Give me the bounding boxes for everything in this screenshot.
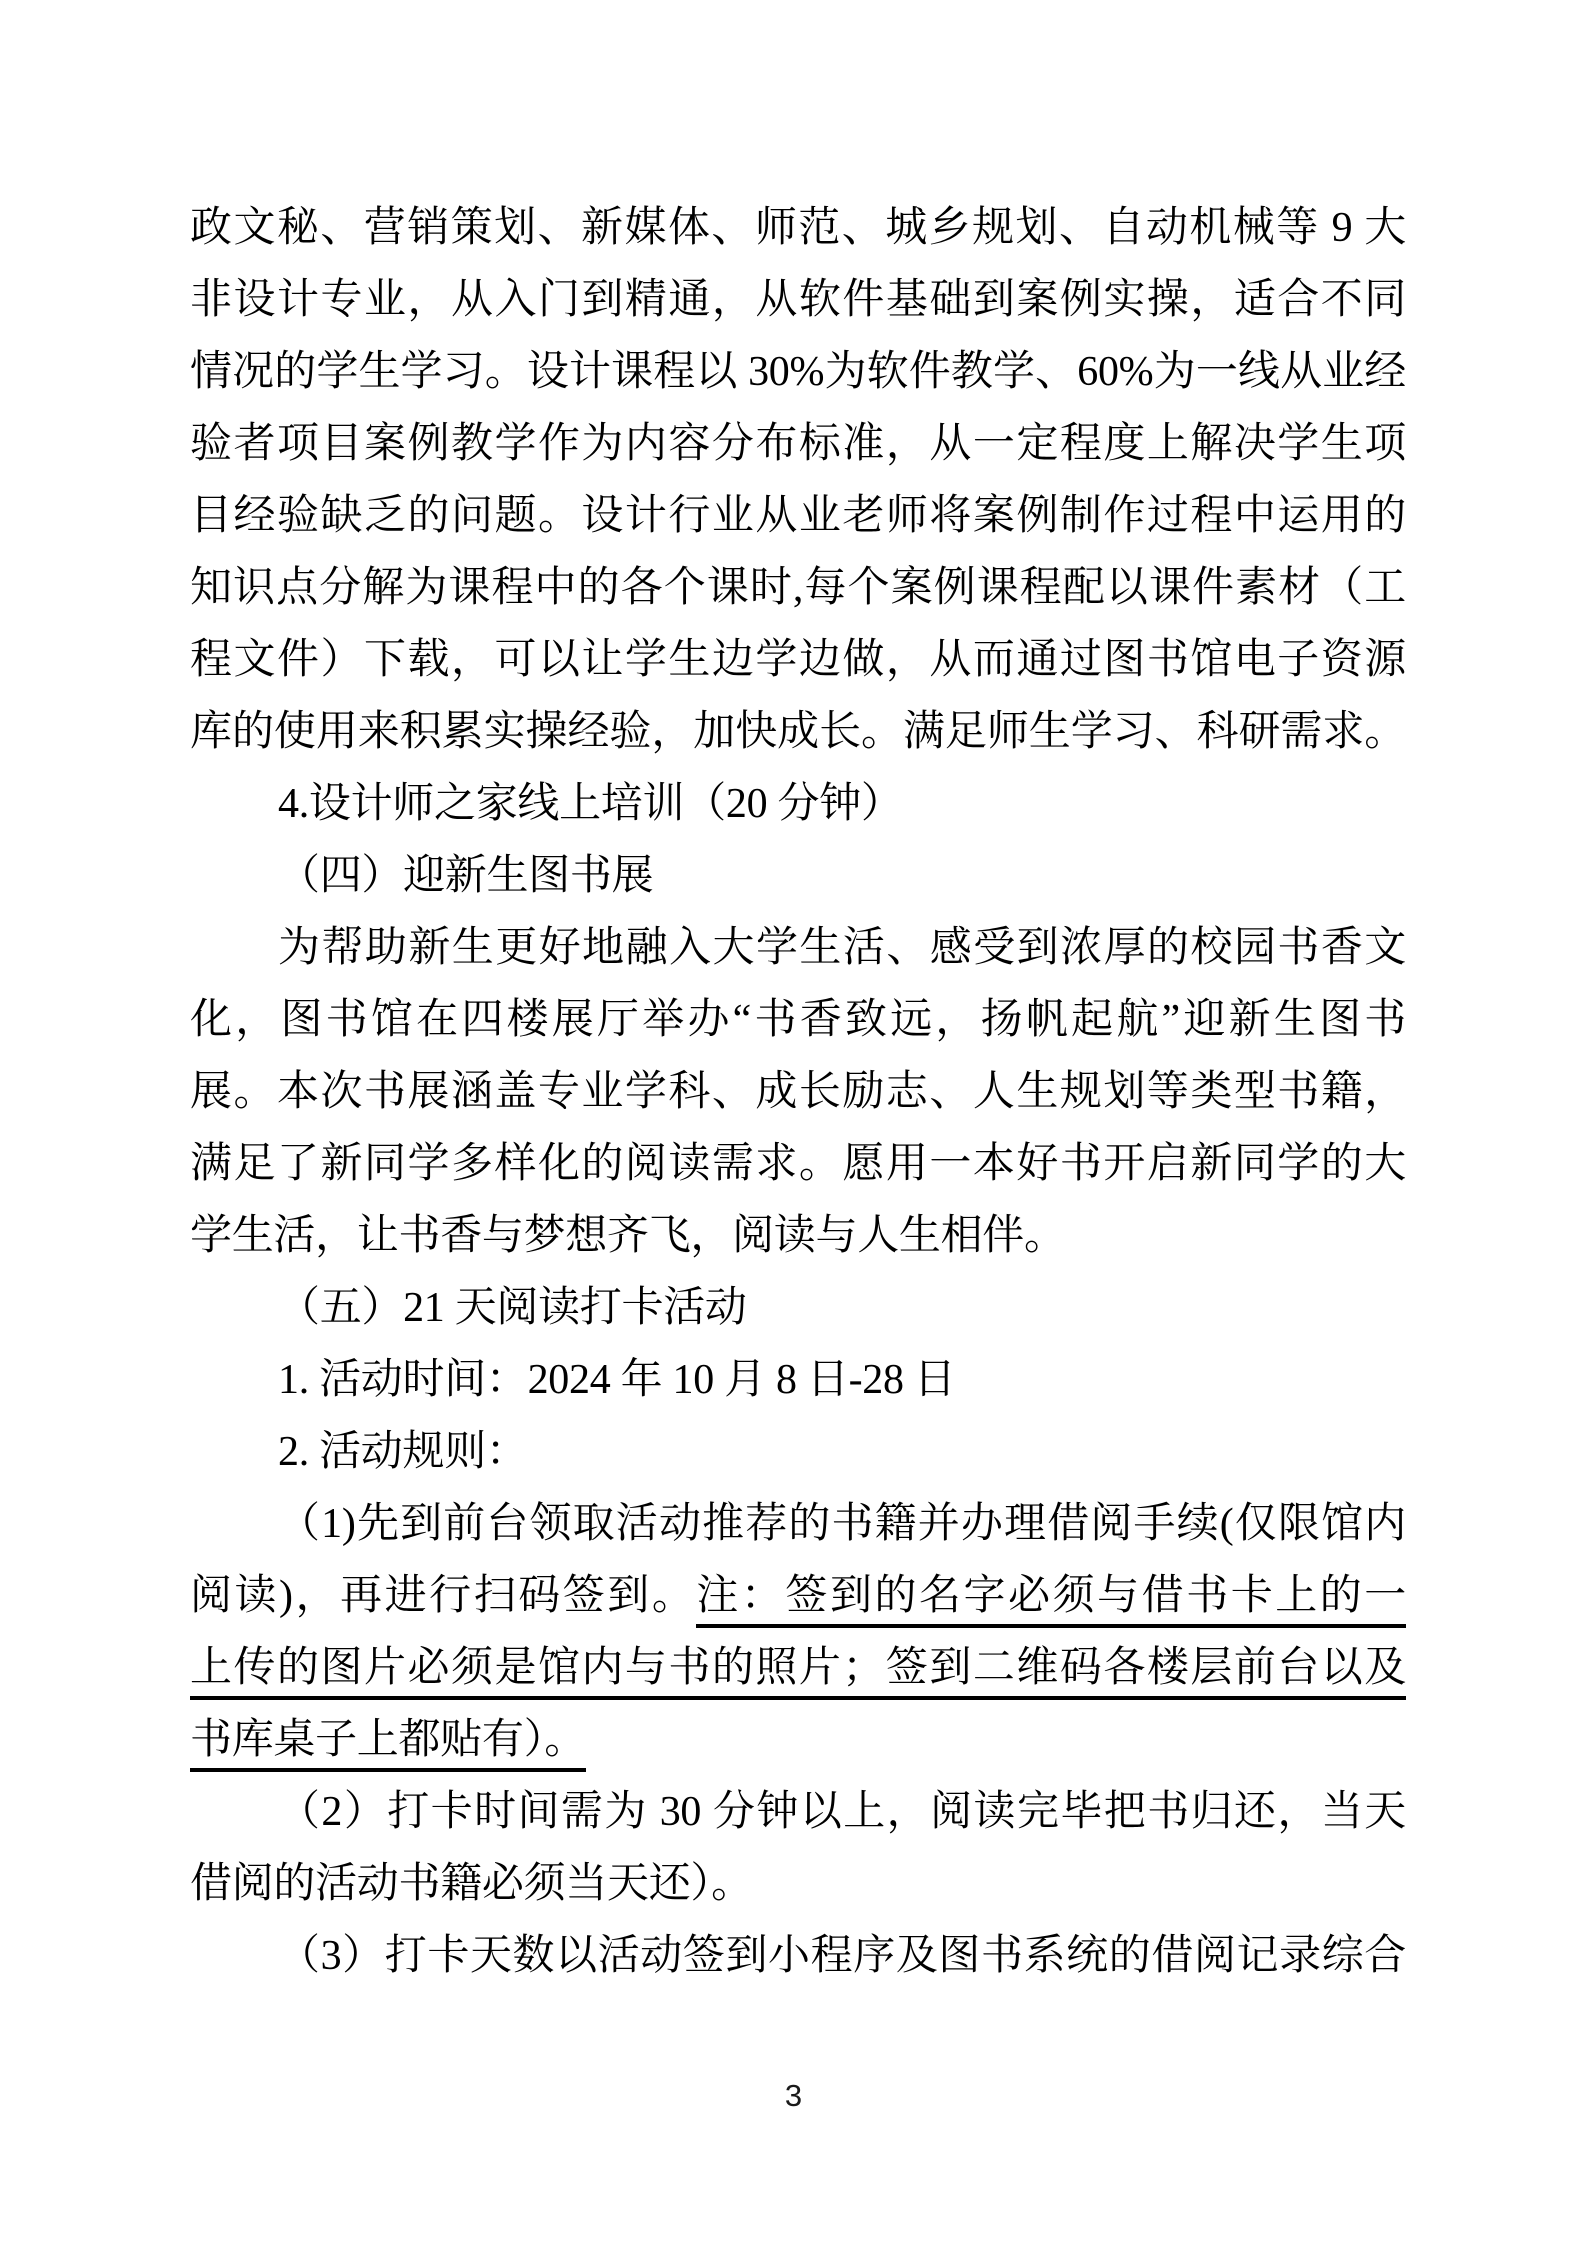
text-segment: （2）打卡时间需为 30 分钟以上，阅读完毕把书归还，当天 — [278, 1789, 1406, 1835]
text-segment: 知识点分解为课程中的各个课时,每个案例课程配以课件素材（工 — [190, 565, 1406, 611]
text-line — [190, 1200, 1406, 1272]
text-line — [190, 480, 1406, 552]
text-segment: （五）21 天阅读打卡活动 — [278, 1285, 747, 1331]
text-line — [190, 984, 1406, 1056]
text-segment: 2. 活动规则： — [278, 1429, 528, 1475]
text-line — [190, 264, 1406, 336]
text-segment: 阅读)，再进行扫码签到。 — [190, 1573, 697, 1619]
text-line — [190, 336, 1406, 408]
text-segment: 非设计专业，从入门到精通，从软件基础到案例实操，适合不同 — [190, 277, 1406, 323]
text-segment: 政文秘、营销策划、新媒体、师范、城乡规划、自动机械等 9 大 — [190, 205, 1406, 251]
text-line — [190, 696, 1406, 768]
text-line — [190, 1920, 1406, 1992]
text-segment: 学生活，让书香与梦想齐飞，阅读与人生相伴。 — [190, 1213, 1066, 1259]
text-line — [190, 768, 1406, 840]
text-line — [190, 408, 1406, 480]
text-segment: （四）迎新生图书展 — [278, 853, 654, 899]
text-line — [190, 192, 1406, 264]
text-line — [190, 624, 1406, 696]
text-segment: 验者项目案例教学作为内容分布标准，从一定程度上解决学生项 — [190, 421, 1406, 467]
text-segment: 目经验缺乏的问题。设计行业从业老师将案例制作过程中运用的 — [190, 493, 1406, 539]
text-line — [190, 1776, 1406, 1848]
underlined-text: 注：签到的名字必须与借书卡上的一 — [190, 1573, 1406, 1632]
text-line — [190, 1632, 1406, 1704]
text-line — [190, 1560, 1406, 1632]
text-line — [190, 1344, 1406, 1416]
text-line — [190, 1056, 1406, 1128]
text-segment: 化，图书馆在四楼展厅举办“书香致远，扬帆起航”迎新生图书 — [190, 997, 1406, 1043]
text-segment: 库的使用来积累实操经验，加快成长。满足师生学习、科研需求。 — [190, 709, 1406, 755]
underlined-text: 上传的图片必须是馆内与书的照片；签到二维码各楼层前台以及 — [190, 1645, 1406, 1700]
text-segment: 1. 活动时间：2024 年 10 月 8 日-28 日 — [278, 1357, 956, 1403]
text-line — [190, 1416, 1406, 1488]
text-line — [190, 1848, 1406, 1920]
text-segment: （3）打卡天数以活动签到小程序及图书系统的借阅记录综合 — [278, 1933, 1406, 1979]
text-line — [190, 552, 1406, 624]
text-line — [190, 1272, 1406, 1344]
text-line — [190, 840, 1406, 912]
text-segment: 4.设计师之家线上培训（20 分钟） — [278, 781, 903, 827]
underlined-text: 书库桌子上都贴有）。 — [190, 1717, 586, 1772]
document-body — [190, 192, 1406, 1992]
page-number: 3 — [784, 2078, 803, 2113]
text-segment: 借阅的活动书籍必须当天还）。 — [190, 1861, 753, 1907]
text-line — [190, 1704, 1406, 1776]
text-line — [190, 1488, 1406, 1560]
text-line — [190, 1128, 1406, 1200]
text-segment: 情况的学生学习。设计课程以 30%为软件教学、60%为一线从业经 — [190, 349, 1406, 395]
text-segment: 为帮助新生更好地融入大学生活、感受到浓厚的校园书香文 — [278, 925, 1406, 971]
text-line — [190, 912, 1406, 984]
text-segment: 满足了新同学多样化的阅读需求。愿用一本好书开启新同学的大 — [190, 1141, 1406, 1187]
text-segment: （1)先到前台领取活动推荐的书籍并办理借阅手续(仅限馆内 — [278, 1501, 1406, 1547]
text-segment: 展。本次书展涵盖专业学科、成长励志、人生规划等类型书籍， — [190, 1069, 1406, 1115]
text-segment: 程文件）下载，可以让学生边学边做，从而通过图书馆电子资源 — [190, 637, 1406, 683]
